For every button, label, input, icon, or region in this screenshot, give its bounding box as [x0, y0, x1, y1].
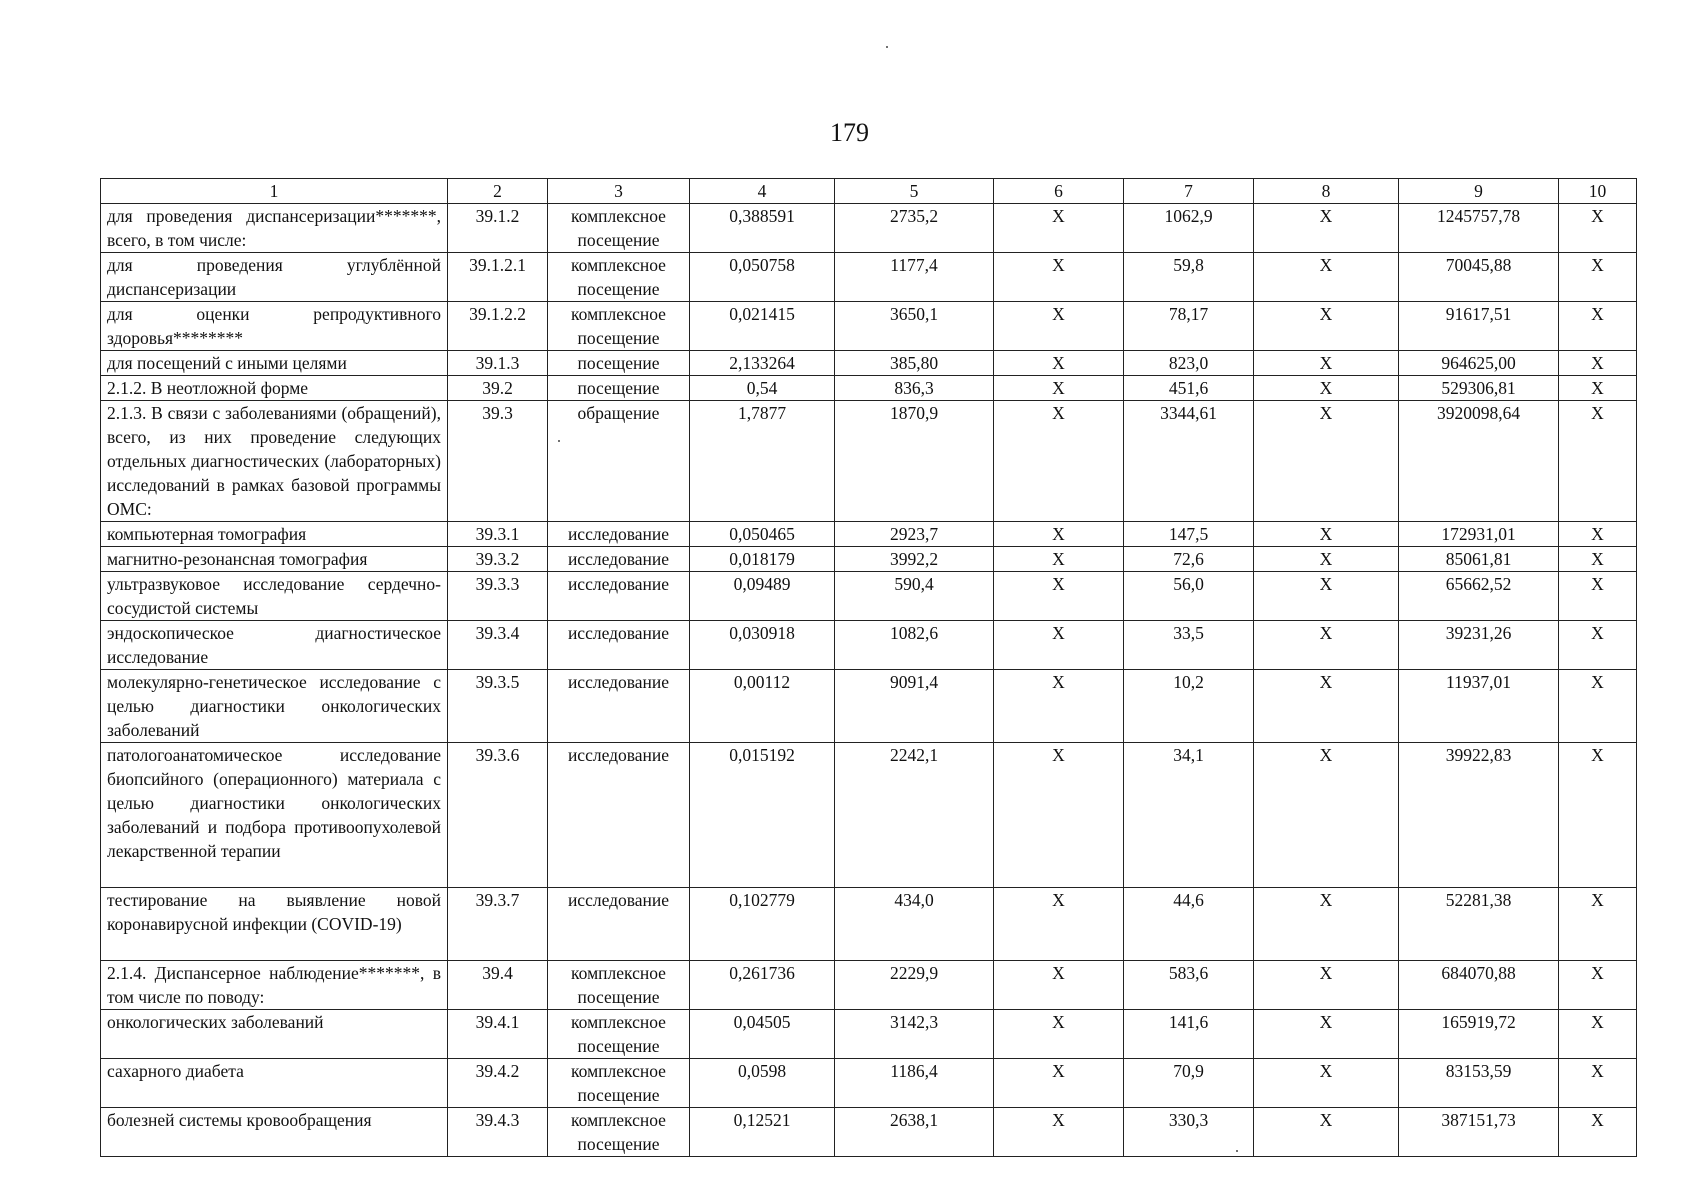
- row-value-5: 590,4: [835, 572, 994, 621]
- row-name: патологоанатомическое исследование биопсийного (операционного) материала с целью диагностики онкологических заболеваний и подбора противоопухолевой лекарственной терапии: [101, 743, 448, 888]
- row-code: 39.3.4: [448, 621, 548, 670]
- row-code: 39.4: [448, 961, 548, 1010]
- table-row: [101, 522, 1637, 547]
- table-row: [101, 1059, 1637, 1108]
- row-value-8: X: [1254, 670, 1399, 743]
- row-value-7: 70,9: [1124, 1059, 1254, 1108]
- table-row: [101, 547, 1637, 572]
- row-value-10: X: [1559, 572, 1637, 621]
- row-value-5: 385,80: [835, 351, 994, 376]
- column-header-10: 10: [1559, 179, 1637, 204]
- row-value-8: X: [1254, 621, 1399, 670]
- row-code: 39.3.2: [448, 547, 548, 572]
- row-value-5: 2923,7: [835, 522, 994, 547]
- row-value-7: 451,6: [1124, 376, 1254, 401]
- row-unit: комплексное посещение: [548, 1059, 690, 1108]
- row-value-6: X: [994, 572, 1124, 621]
- row-value-6: X: [994, 547, 1124, 572]
- row-value-4: 0,050758: [690, 253, 835, 302]
- row-value-7: 44,6: [1124, 888, 1254, 961]
- row-value-10: X: [1559, 888, 1637, 961]
- row-value-6: X: [994, 621, 1124, 670]
- row-value-10: X: [1559, 1059, 1637, 1108]
- table-row: [101, 888, 1637, 961]
- row-value-6: X: [994, 743, 1124, 888]
- row-value-10: X: [1559, 351, 1637, 376]
- row-value-8: X: [1254, 1108, 1399, 1157]
- row-value-4: 0,09489: [690, 572, 835, 621]
- row-unit: комплексное посещение: [548, 1108, 690, 1157]
- row-value-4: 0,04505: [690, 1010, 835, 1059]
- row-value-5: 434,0: [835, 888, 994, 961]
- column-header-3: 3: [548, 179, 690, 204]
- row-value-4: 0,018179: [690, 547, 835, 572]
- data-table: [100, 178, 1637, 1157]
- row-value-9: 91617,51: [1399, 302, 1559, 351]
- table-row: [101, 621, 1637, 670]
- row-value-4: 1,7877: [690, 401, 835, 522]
- header-row: [101, 179, 1637, 204]
- row-value-6: X: [994, 1010, 1124, 1059]
- table-row: [101, 961, 1637, 1010]
- row-value-8: X: [1254, 253, 1399, 302]
- page-number: 179: [830, 118, 869, 147]
- table-row: [101, 204, 1637, 253]
- row-unit: исследование: [548, 522, 690, 547]
- row-value-10: X: [1559, 522, 1637, 547]
- row-value-4: 2,133264: [690, 351, 835, 376]
- row-value-4: 0,0598: [690, 1059, 835, 1108]
- row-name: 2.1.4. Диспансерное наблюдение*******, в том числе по поводу:: [101, 961, 448, 1010]
- row-name: онкологических заболеваний: [101, 1010, 448, 1059]
- row-unit: комплексное посещение: [548, 961, 690, 1010]
- column-header-5: 5: [835, 179, 994, 204]
- column-header-2: 2: [448, 179, 548, 204]
- row-value-9: 11937,01: [1399, 670, 1559, 743]
- row-value-7: 33,5: [1124, 621, 1254, 670]
- row-value-9: 83153,59: [1399, 1059, 1559, 1108]
- row-value-9: 1245757,78: [1399, 204, 1559, 253]
- row-unit: исследование: [548, 743, 690, 888]
- row-value-9: 39231,26: [1399, 621, 1559, 670]
- row-value-9: 85061,81: [1399, 547, 1559, 572]
- row-value-4: 0,102779: [690, 888, 835, 961]
- row-value-6: X: [994, 961, 1124, 1010]
- row-unit: посещение: [548, 376, 690, 401]
- row-value-4: 0,54: [690, 376, 835, 401]
- row-value-10: X: [1559, 621, 1637, 670]
- row-code: 39.3: [448, 401, 548, 522]
- row-value-8: X: [1254, 547, 1399, 572]
- row-name: для проведения диспансеризации*******, всего, в том числе:: [101, 204, 448, 253]
- row-value-4: 0,021415: [690, 302, 835, 351]
- row-name: молекулярно-генетическое исследование с целью диагностики онкологических заболеваний: [101, 670, 448, 743]
- row-value-8: X: [1254, 572, 1399, 621]
- row-value-7: 330,3: [1124, 1108, 1254, 1157]
- row-name: тестирование на выявление новой коронавирусной инфекции (COVID-19): [101, 888, 448, 961]
- row-name: для проведения углублённой диспансеризации: [101, 253, 448, 302]
- table-row: [101, 743, 1637, 888]
- row-unit: исследование: [548, 888, 690, 961]
- row-value-10: X: [1559, 743, 1637, 888]
- row-unit: комплексное посещение: [548, 1010, 690, 1059]
- row-value-8: X: [1254, 351, 1399, 376]
- row-code: 39.3.1: [448, 522, 548, 547]
- row-unit: комплексное посещение: [548, 204, 690, 253]
- row-value-5: 2242,1: [835, 743, 994, 888]
- row-value-7: 56,0: [1124, 572, 1254, 621]
- row-value-8: X: [1254, 522, 1399, 547]
- row-value-4: 0,261736: [690, 961, 835, 1010]
- row-value-9: 172931,01: [1399, 522, 1559, 547]
- row-value-9: 3920098,64: [1399, 401, 1559, 522]
- row-value-4: 0,050465: [690, 522, 835, 547]
- column-header-9: 9: [1399, 179, 1559, 204]
- row-value-8: X: [1254, 376, 1399, 401]
- row-value-9: 165919,72: [1399, 1010, 1559, 1059]
- row-value-10: X: [1559, 961, 1637, 1010]
- column-header-6: 6: [994, 179, 1124, 204]
- row-value-9: 684070,88: [1399, 961, 1559, 1010]
- row-value-8: X: [1254, 1010, 1399, 1059]
- row-value-5: 3650,1: [835, 302, 994, 351]
- row-unit: исследование: [548, 621, 690, 670]
- row-value-5: 3992,2: [835, 547, 994, 572]
- row-unit: исследование: [548, 670, 690, 743]
- row-code: 39.3.6: [448, 743, 548, 888]
- row-code: 39.3.7: [448, 888, 548, 961]
- row-name: магнитно-резонансная томография: [101, 547, 448, 572]
- row-unit: исследование: [548, 547, 690, 572]
- row-code: 39.1.2: [448, 204, 548, 253]
- row-value-6: X: [994, 1059, 1124, 1108]
- row-value-7: 1062,9: [1124, 204, 1254, 253]
- table-row: [101, 572, 1637, 621]
- row-value-5: 1186,4: [835, 1059, 994, 1108]
- row-name: для оценки репродуктивного здоровья********: [101, 302, 448, 351]
- table-row: [101, 376, 1637, 401]
- table-row: [101, 253, 1637, 302]
- row-value-6: X: [994, 253, 1124, 302]
- row-value-5: 1177,4: [835, 253, 994, 302]
- row-value-9: 52281,38: [1399, 888, 1559, 961]
- row-value-10: X: [1559, 547, 1637, 572]
- table-row: [101, 670, 1637, 743]
- scan-speck: [886, 46, 888, 48]
- row-name: 2.1.3. В связи с заболеваниями (обращений), всего, из них проведение следующих отдельных диагностических (лабораторных) исследований в рамках базовой программы ОМС:: [101, 401, 448, 522]
- row-value-9: 387151,73: [1399, 1108, 1559, 1157]
- row-unit: комплексное посещение: [548, 302, 690, 351]
- row-value-7: 78,17: [1124, 302, 1254, 351]
- row-value-10: X: [1559, 302, 1637, 351]
- row-value-4: 0,00112: [690, 670, 835, 743]
- row-code: 39.3.3: [448, 572, 548, 621]
- row-value-6: X: [994, 204, 1124, 253]
- row-value-4: 0,015192: [690, 743, 835, 888]
- column-header-7: 7: [1124, 179, 1254, 204]
- row-code: 39.4.1: [448, 1010, 548, 1059]
- row-value-7: 72,6: [1124, 547, 1254, 572]
- table-row: [101, 351, 1637, 376]
- row-value-10: X: [1559, 1010, 1637, 1059]
- column-header-1: 1: [101, 179, 448, 204]
- row-value-6: X: [994, 401, 1124, 522]
- row-value-5: 1870,9: [835, 401, 994, 522]
- row-value-8: X: [1254, 961, 1399, 1010]
- row-value-8: X: [1254, 401, 1399, 522]
- row-unit: исследование: [548, 572, 690, 621]
- row-value-6: X: [994, 1108, 1124, 1157]
- table-row: [101, 1108, 1637, 1157]
- row-value-4: 0,12521: [690, 1108, 835, 1157]
- row-value-9: 39922,83: [1399, 743, 1559, 888]
- row-value-8: X: [1254, 888, 1399, 961]
- row-value-5: 836,3: [835, 376, 994, 401]
- row-value-7: 583,6: [1124, 961, 1254, 1010]
- row-value-8: X: [1254, 204, 1399, 253]
- row-value-9: 70045,88: [1399, 253, 1559, 302]
- row-value-7: 10,2: [1124, 670, 1254, 743]
- row-value-7: 59,8: [1124, 253, 1254, 302]
- table-row: [101, 302, 1637, 351]
- row-value-8: X: [1254, 1059, 1399, 1108]
- row-value-9: 529306,81: [1399, 376, 1559, 401]
- row-value-6: X: [994, 376, 1124, 401]
- row-unit: посещение: [548, 351, 690, 376]
- row-value-5: 1082,6: [835, 621, 994, 670]
- row-value-10: X: [1559, 376, 1637, 401]
- row-code: 39.4.2: [448, 1059, 548, 1108]
- row-value-5: 2638,1: [835, 1108, 994, 1157]
- row-name: компьютерная томография: [101, 522, 448, 547]
- row-value-4: 0,030918: [690, 621, 835, 670]
- row-code: 39.1.2.1: [448, 253, 548, 302]
- row-value-6: X: [994, 351, 1124, 376]
- row-value-7: 823,0: [1124, 351, 1254, 376]
- row-value-5: 9091,4: [835, 670, 994, 743]
- row-unit: обращение: [548, 401, 690, 522]
- row-value-8: X: [1254, 743, 1399, 888]
- row-value-8: X: [1254, 302, 1399, 351]
- row-name: эндоскопическое диагностическое исследование: [101, 621, 448, 670]
- row-name: болезней системы кровообращения: [101, 1108, 448, 1157]
- row-value-4: 0,388591: [690, 204, 835, 253]
- row-code: 39.3.5: [448, 670, 548, 743]
- row-value-7: 34,1: [1124, 743, 1254, 888]
- row-name: ультразвуковое исследование сердечно-сосудистой системы: [101, 572, 448, 621]
- column-header-4: 4: [690, 179, 835, 204]
- row-value-6: X: [994, 888, 1124, 961]
- row-value-7: 141,6: [1124, 1010, 1254, 1059]
- table-row: [101, 401, 1637, 522]
- row-value-10: X: [1559, 670, 1637, 743]
- row-value-10: X: [1559, 401, 1637, 522]
- row-value-5: 3142,3: [835, 1010, 994, 1059]
- row-value-7: 147,5: [1124, 522, 1254, 547]
- row-code: 39.2: [448, 376, 548, 401]
- row-code: 39.1.2.2: [448, 302, 548, 351]
- row-value-9: 964625,00: [1399, 351, 1559, 376]
- row-value-10: X: [1559, 204, 1637, 253]
- row-name: 2.1.2. В неотложной форме: [101, 376, 448, 401]
- row-value-5: 2229,9: [835, 961, 994, 1010]
- row-value-10: X: [1559, 253, 1637, 302]
- row-name: для посещений с иными целями: [101, 351, 448, 376]
- row-name: сахарного диабета: [101, 1059, 448, 1108]
- row-value-9: 65662,52: [1399, 572, 1559, 621]
- table-row: [101, 1010, 1637, 1059]
- row-unit: комплексное посещение: [548, 253, 690, 302]
- row-value-6: X: [994, 302, 1124, 351]
- row-value-10: X: [1559, 1108, 1637, 1157]
- row-value-6: X: [994, 670, 1124, 743]
- row-value-7: 3344,61: [1124, 401, 1254, 522]
- row-code: 39.4.3: [448, 1108, 548, 1157]
- row-code: 39.1.3: [448, 351, 548, 376]
- row-value-6: X: [994, 522, 1124, 547]
- row-value-5: 2735,2: [835, 204, 994, 253]
- column-header-8: 8: [1254, 179, 1399, 204]
